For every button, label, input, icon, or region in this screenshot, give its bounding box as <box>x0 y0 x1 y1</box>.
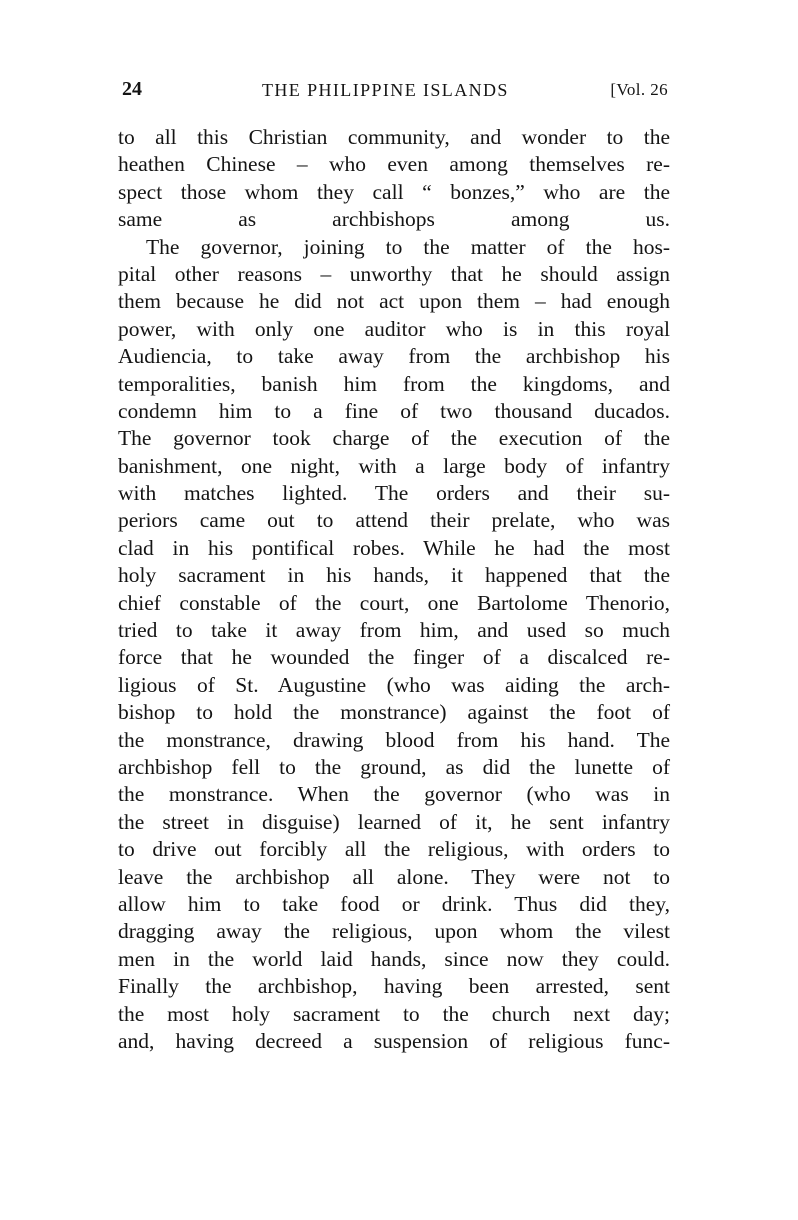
body-text <box>118 124 670 1055</box>
text-line: the monstrance, drawing blood from his hand. The <box>118 727 670 752</box>
text-line: Finally the archbishop, having been arrested, sent <box>118 974 670 999</box>
text-line: them because he did not act upon them – had enough <box>118 289 670 314</box>
text-line: banishment, one night, with a large body of infantry <box>118 453 670 478</box>
text-line: heathen Chinese – who even among themselves re- <box>118 152 670 177</box>
text-line: Audiencia, to take away from the archbishop his <box>118 344 670 369</box>
text-line: allow him to take food or drink. Thus did they, <box>118 891 670 916</box>
text-line: tried to take it away from him, and used so much <box>118 618 670 643</box>
text-line: with matches lighted. The orders and their su- <box>118 481 670 506</box>
text-line: chief constable of the court, one Bartolome Thenorio, <box>118 590 670 615</box>
text-line: men in the world laid hands, since now they could. <box>118 946 670 971</box>
text-line: to all this Christian community, and wonder to the <box>118 125 670 149</box>
text-line: and, having decreed a suspension of religious func- <box>118 1028 670 1053</box>
text-line: The governor, joining to the matter of the hos- <box>146 234 670 259</box>
text-line: pital other reasons – unworthy that he should assign <box>118 261 670 286</box>
text-line: bishop to hold the monstrance) against the foot of <box>118 700 670 725</box>
text-line: same as archbishops among us. <box>118 207 670 232</box>
text-line: The governor took charge of the execution of the <box>118 426 670 451</box>
text-line: the most holy sacrament to the church next day; <box>118 1001 670 1026</box>
book-page <box>118 72 670 1055</box>
text-line: dragging away the religious, upon whom the vilest <box>118 919 670 944</box>
text-line: the street in disguise) learned of it, he sent infantry <box>118 809 670 834</box>
text-line: to drive out forcibly all the religious, with orders to <box>118 837 670 862</box>
text-line: periors came out to attend their prelate, who was <box>118 508 670 533</box>
text-line: the monstrance. When the governor (who was in <box>118 782 670 807</box>
book-title: THE PHILIPPINE ISLANDS <box>262 80 509 100</box>
text-line: spect those whom they call “ bonzes,” who are the <box>118 179 670 204</box>
text-line: condemn him to a fine of two thousand ducados. <box>118 398 670 423</box>
text-line: ligious of St. Augustine (who was aiding the arch- <box>118 672 670 697</box>
text-line: leave the archbishop all alone. They were not to <box>118 864 670 889</box>
text-line: temporalities, banish him from the kingdoms, and <box>118 371 670 396</box>
text-line: archbishop fell to the ground, as did the lunette of <box>118 754 670 779</box>
text-line: holy sacrament in his hands, it happened that the <box>118 563 670 588</box>
text-line: force that he wounded the finger of a discalced re- <box>118 645 670 670</box>
paragraph <box>118 234 670 1056</box>
page-number: 24 <box>122 78 142 100</box>
volume-label: [Vol. 26 <box>610 80 668 99</box>
text-line: clad in his pontifical robes. While he had the most <box>118 535 670 560</box>
running-head <box>118 72 670 106</box>
text-line: power, with only one auditor who is in this royal <box>118 316 670 341</box>
paragraph <box>118 124 670 234</box>
